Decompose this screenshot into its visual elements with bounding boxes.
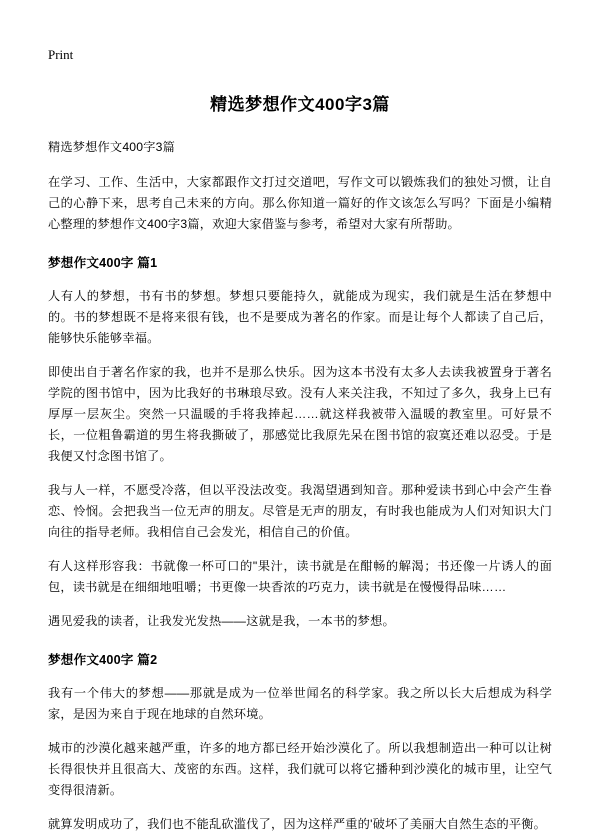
paragraph: 在学习、工作、生活中，大家都跟作文打过交道吧，写作文可以锻炼我们的独处习惯，让自己的心静下来，思考自己未来的方向。那么你知道一篇好的作文该怎么写吗？下面是小编精心整理的梦想作文400字3篇，欢迎大家借鉴与参考，希望对大家有所帮助。 bbox=[48, 174, 552, 231]
paragraph: 我有一个伟大的梦想——那就是成为一位举世闻名的科学家。我之所以长大后想成为科学家，是因为来自于现在地球的自然环境。 bbox=[48, 686, 552, 722]
paragraph: 人有人的梦想，书有书的梦想。梦想只要能持久，就能成为现实，我们就是生活在梦想中的。书的梦想既不是将来很有钱，也不是要成为著名的作家。而是让每个人都读了自己后，能够快乐能够幸福。 bbox=[48, 289, 552, 346]
paragraph: 我与人一样，不愿受冷落，但以平没法改变。我渴望遇到知音。那种爱读书到心中会产生眷恋、怜悯。会把我当一位无声的朋友。尽管是无声的朋友，有时我也能成为人们对知识大门向往的指导老师。我相信自己会发光，相信自己的价值。 bbox=[48, 482, 552, 539]
section-heading: 梦想作文400字 篇2 bbox=[48, 652, 158, 667]
paragraph: 遇见爱我的读者，让我发光发热——这就是我，一本书的梦想。 bbox=[48, 613, 395, 628]
paragraph: 城市的沙漠化越来越严重，许多的地方都已经开始沙漠化了。所以我想制造出一种可以让树长得很快并且很高大、茂密的东西。这样，我们就可以将它播种到沙漠化的城市里，让空气变得很清新。 bbox=[48, 741, 552, 798]
paragraph: 就算发明成功了，我们也不能乱砍滥伐了，因为这样严重的'破坏了美丽大自然生态的平衡。 bbox=[48, 817, 547, 832]
paragraph: 即使出自于著名作家的我，也并不是那么快乐。因为这本书没有太多人去读我被置身于著名学院的图书馆中，因为比我好的书琳琅尽致。没有人来关注我，不知过了多久，我身上已有厚厚一层灰尘。突然一只温暖的手将我捧起……就这样我被带入温暖的教室里。可好景不长，一位粗鲁霸道的男生将我撕破了，那感觉比我原先呆在图书馆的寂寞还难以忍受。于是我便又忖念图书馆了。 bbox=[48, 365, 552, 463]
document-blocks bbox=[48, 172, 552, 835]
print-link[interactable]: Print bbox=[48, 47, 74, 62]
document-body bbox=[48, 137, 552, 835]
document-lead: 精选梦想作文400字3篇 bbox=[48, 140, 176, 154]
paragraph: 有人这样形容我：书就像一杯可口的"果汁，读书就是在酣畅的解渴；书还像一片诱人的面包，读书就是在细细地咀嚼；书更像一块香浓的巧克力，读书就是在慢慢得品味…… bbox=[48, 558, 552, 594]
page-title: 精选梦想作文400字3篇 bbox=[210, 95, 390, 114]
section-heading: 梦想作文400字 篇1 bbox=[48, 255, 158, 270]
